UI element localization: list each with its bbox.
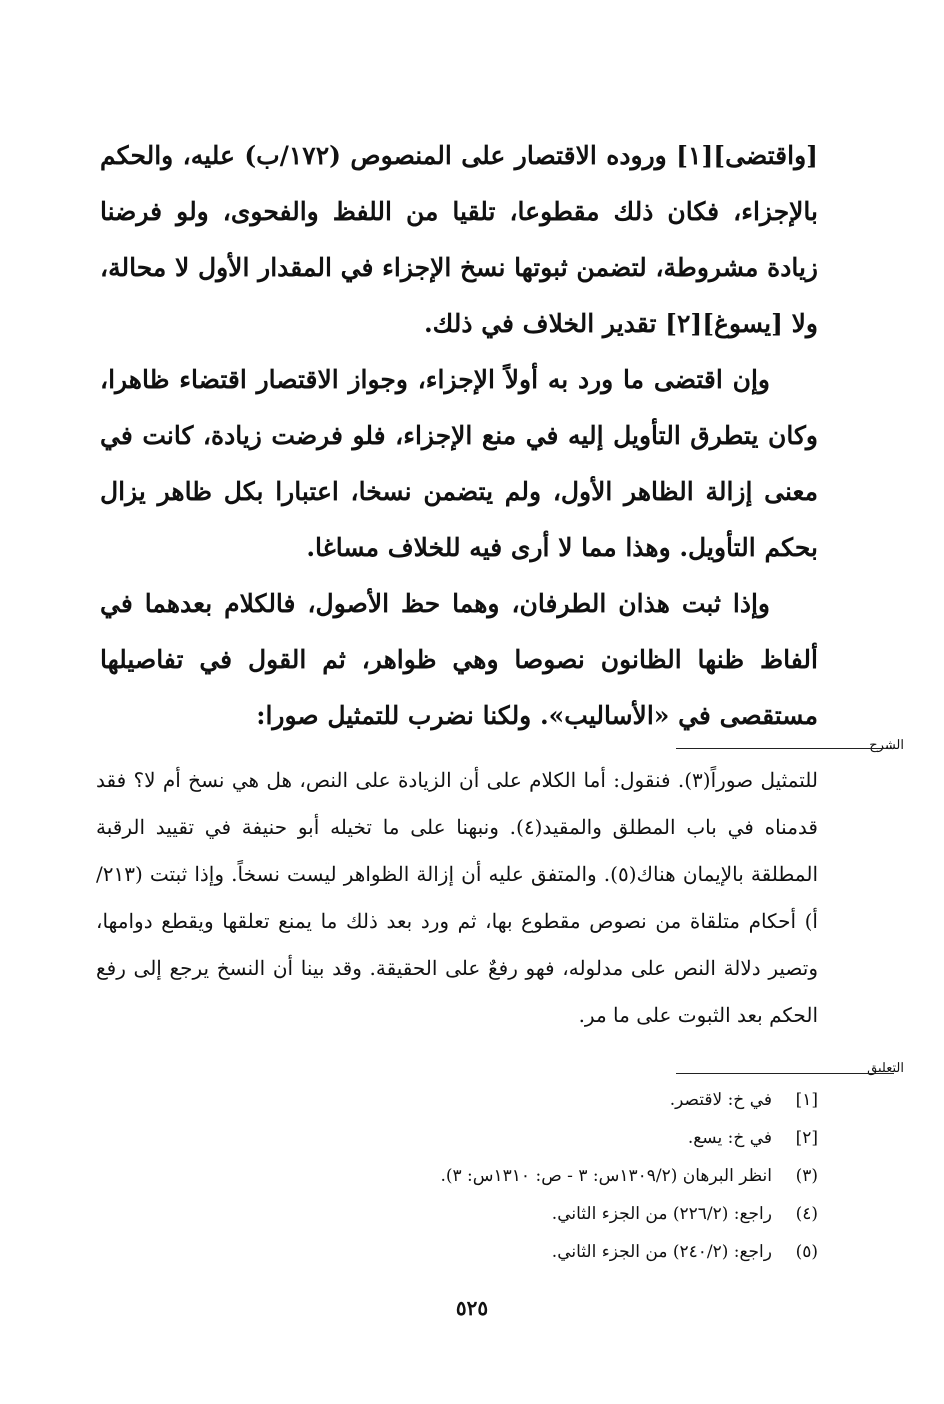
footnote-number: (٥) [795, 1242, 818, 1262]
footnote [440, 1090, 818, 1128]
footnote [440, 1242, 818, 1280]
footnotes [440, 1090, 818, 1280]
commentary-text [96, 757, 818, 1039]
footnote-text: راجع: (٢٢٦/٢) من الجزء الثاني. [551, 1204, 772, 1224]
footnote [440, 1128, 818, 1166]
footnote-number: (٣) [795, 1166, 818, 1186]
main-paragraph: وإذا ثبت هذان الطرفان، وهما حظ الأصول، فالكلام بعدهما في ألفاظ ظنها الظانون نصوصا وهي ظواهر، ثم القول في تفاصيلها مستقصى في «الأساليب». ولكنا نضرب للتمثيل صورا: [100, 589, 818, 730]
notes-divider [676, 1073, 894, 1074]
footnote-number: [٢] [795, 1128, 818, 1148]
footnote-number: [١] [795, 1090, 818, 1110]
notes-label: التعليق [867, 1061, 904, 1076]
footnote-text: في خ: لاقتصر. [669, 1090, 772, 1110]
footnote [440, 1204, 818, 1242]
commentary-divider [676, 748, 894, 749]
commentary-paragraph: للتمثيل صوراً(٣). فنقول: أما الكلام على أن الزيادة على النص، هل هي نسخ أم لا؟ فقد قدمناه في باب المطلق والمقيد(٤). ونبهنا على ما تخيله أبو حنيفة في تقييد الرقبة المطلقة بالإيمان هناك(٥). والمتفق عليه أن إزالة الظواهر ليست نسخاً. وإذا ثبتت (٢١٣/أ) أحكام متلقاة من نصوص مقطوع بها، ثم ورد بعد ذلك ما يمنع تعلقها ويقطع دوامها، وتصير دلالة النص على مدلوله، فهو رفعٌ على الحقيقة. وقد بينا أن النسخ يرجع إلى رفع الحكم بعد الثبوت على ما مر. [96, 768, 818, 1027]
footnote-number: (٤) [795, 1204, 818, 1224]
main-paragraph: وإن اقتضى ما ورد به أولاً الإجزاء، وجواز الاقتصار اقتضاء ظاهرا، وكان يتطرق التأويل إليه في منع الإجزاء، فلو فرضت زيادة، كانت في معنى إزالة الظاهر الأول، ولم يتضمن نسخا، اعتبارا بكل ظاهر يزال بحكم التأويل. وهذا مما لا أرى فيه للخلاف مساغا. [100, 365, 818, 562]
main-text [100, 128, 818, 744]
footnote-text: راجع: (٢٤٠/٢) من الجزء الثاني. [551, 1242, 772, 1262]
footnote [440, 1166, 818, 1204]
page-number: ٥٢٥ [455, 1296, 489, 1320]
main-paragraph: [واقتضى][١] وروده الاقتصار على المنصوص (١٧٢/ب) عليه، والحكم بالإجزاء، فكان ذلك مقطوعا، تلقيا من اللفظ والفحوى، ولو فرضنا زيادة مشروطة، لتضمن ثبوتها نسخ الإجزاء في المقدار الأول لا محالة، ولا [يسوغ][٢] تقدير الخلاف في ذلك. [100, 141, 818, 338]
footnote-text: انظر البرهان (١٣٠٩/٢س: ٣ - ص: ١٣١٠س: ٣). [440, 1166, 772, 1186]
commentary-label: الشرح [869, 738, 904, 753]
footnote-text: في خ: يسع. [687, 1128, 772, 1148]
